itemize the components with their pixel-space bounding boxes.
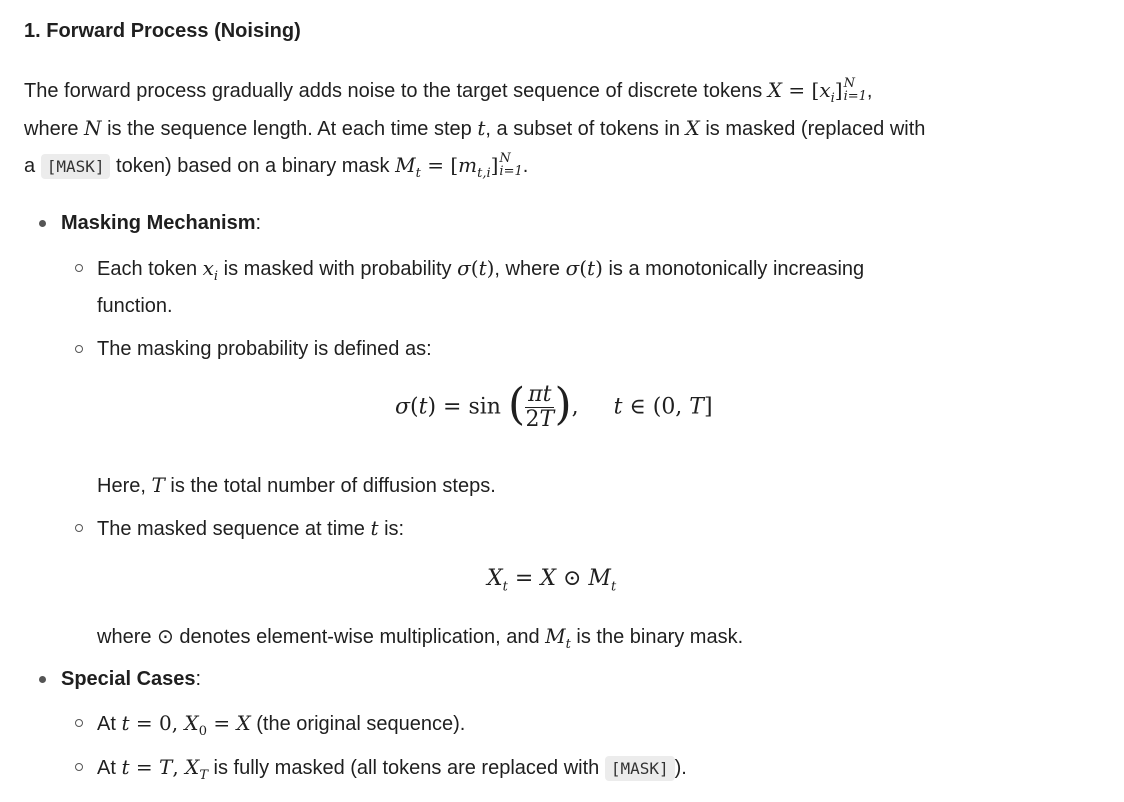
- item1-text-b: is masked with probability: [223, 258, 452, 280]
- item1-text-d: is a monotonically increasing: [608, 258, 865, 280]
- masking-item-3: [97, 515, 404, 542]
- mask-code-tag-2: [MASK]: [605, 756, 675, 781]
- masking-title: Masking Mechanism: [61, 212, 256, 234]
- masking-item-1: [97, 255, 864, 290]
- case1-text-a: At: [97, 713, 116, 735]
- masking-item-2: The masking probability is defined as:: [97, 338, 432, 360]
- intro-text-3b: token) based on a binary mask: [116, 155, 390, 177]
- item3-text-a: The masked sequence at time: [97, 518, 365, 540]
- intro-line-3: a [MASK] token) based on a binary mask $M_t = [m_{t,i}]$ N i=1 .: [24, 150, 529, 181]
- formula-X-def: $X = [x_i]$ N i=1: [767, 75, 867, 106]
- bullet-item-2: [75, 345, 83, 353]
- formula-sigma-t-1: σ(t): [457, 256, 495, 280]
- masking-item-1-cont: function.: [97, 295, 173, 317]
- formula-T: T: [151, 473, 165, 497]
- formula-t-eq-0: t = 0, $X_0 = X$: [121, 711, 251, 739]
- formula-odot: ⊙: [157, 626, 174, 648]
- intro-text-2b: is the sequence length. At each time step: [107, 118, 472, 140]
- formula-sigma-t-2: σ(t): [565, 256, 603, 280]
- here-text-b: is the total number of diffusion steps.: [170, 475, 496, 497]
- special-case-1: [97, 710, 465, 745]
- bullet-case-2: [75, 763, 83, 771]
- mask-code-tag: [MASK]: [41, 154, 111, 179]
- case1-text-b: (the original sequence).: [256, 713, 466, 735]
- formula-t-eq-T: t = T, $X_T$: [121, 755, 208, 783]
- formula-t-2: t: [370, 516, 379, 540]
- formula-N: N: [84, 116, 102, 140]
- intro-text-3a: a: [24, 155, 36, 177]
- formula-Mt: $M_t$: [545, 624, 571, 652]
- formula-X: X: [685, 116, 700, 140]
- masking-title-line: Masking Mechanism:: [61, 212, 262, 234]
- case2-text-a: At: [97, 757, 116, 779]
- intro-line-2: [24, 115, 925, 142]
- bullet-item-1: [75, 264, 83, 272]
- case2-text-end: ).: [674, 757, 687, 779]
- intro-text-2a: where: [24, 118, 79, 140]
- special-case-2: [97, 754, 687, 789]
- bullet-masking: [39, 220, 46, 227]
- bullet-special: [39, 676, 46, 683]
- where-line: [97, 623, 743, 658]
- intro-text-2c: , a subset of tokens in: [485, 118, 680, 140]
- intro-text-2d: is masked (replaced with: [705, 118, 926, 140]
- intro-text-1: The forward process gradually adds noise to the target sequence of discrete tokens: [24, 80, 763, 102]
- formula-Mt-def: $M_t = [m_{t,i}]$ N i=1: [395, 150, 523, 181]
- case2-text-b: is fully masked (all tokens are replaced with: [213, 757, 600, 779]
- item1-text-c: , where: [494, 258, 561, 280]
- where-text-a: where: [97, 626, 152, 648]
- where-text-b: denotes element-wise multiplication, and: [179, 626, 540, 648]
- formula-t: t: [477, 116, 486, 140]
- item1-text-a: Each token: [97, 258, 198, 280]
- here-text-a: Here,: [97, 475, 146, 497]
- bullet-item-3: [75, 524, 83, 532]
- special-title-line: Special Cases:: [61, 668, 202, 690]
- fraction-pi-t-2T: $\frac{\pi t}{2T}$: [525, 382, 555, 432]
- intro-line-1: The forward process gradually adds noise to the target sequence of discrete tokens $X = [x_i]$ N i=1 ,: [24, 75, 873, 106]
- formula-xi: $x_i$: [202, 256, 219, 284]
- equation-Xt: $X_t = X$ ⊙ $M_t$: [487, 566, 617, 595]
- item3-text-b: is:: [384, 518, 405, 540]
- bullet-case-1: [75, 719, 83, 727]
- special-title: Special Cases: [61, 668, 196, 690]
- here-line: [97, 472, 496, 499]
- equation-sigma: σ(t) = sin ( $\frac{\pi t}{2T}$ ), t ∈ (0, T]: [395, 379, 713, 432]
- section-heading: 1. Forward Process (Noising): [24, 20, 301, 42]
- where-text-c: is the binary mask.: [576, 626, 744, 648]
